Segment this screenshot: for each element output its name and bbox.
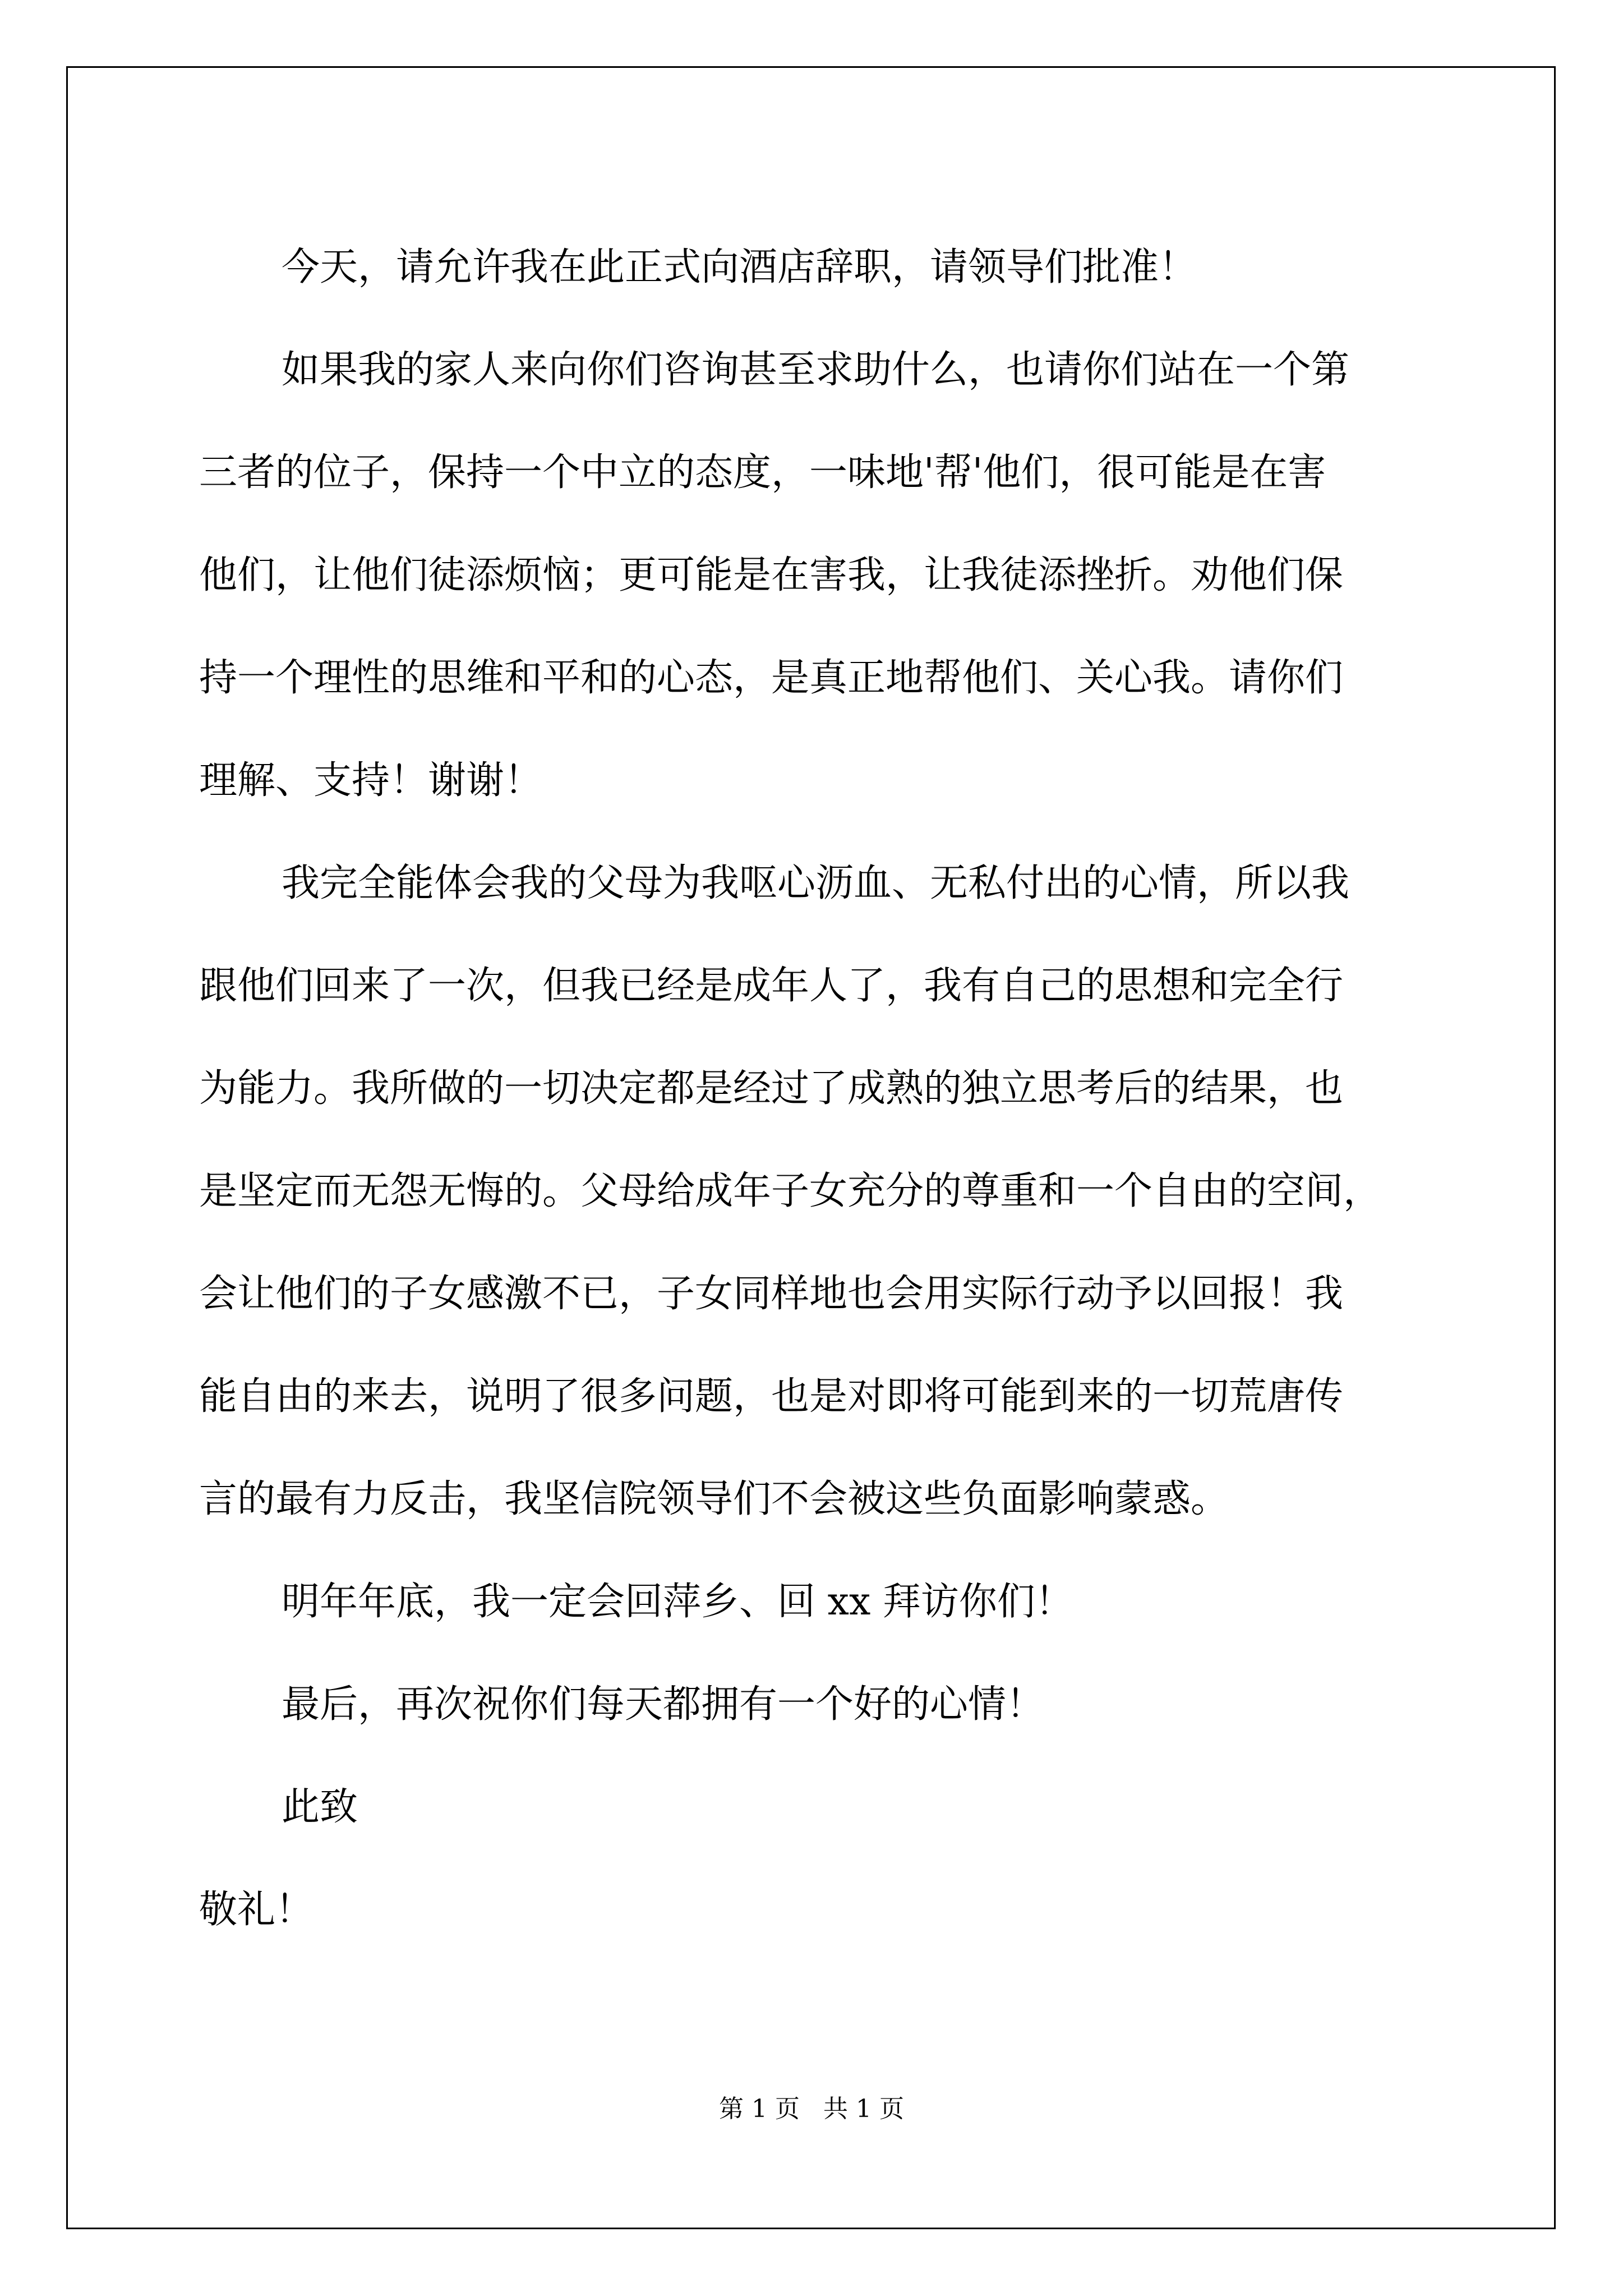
text-line: 我完全能体会我的父母为我呕心沥血、无私付出的心情，所以我	[282, 861, 1350, 905]
text-line: 跟他们回来了一次，但我已经是成年人了，我有自己的思想和完全行	[199, 964, 1344, 1008]
text-line: 如果我的家人来向你们咨询甚至求助什么，也请你们站在一个第	[282, 348, 1350, 392]
text-line: 能自由的来去，说明了很多问题，也是对即将可能到来的一切荒唐传	[199, 1374, 1344, 1419]
text-line: 今天，请允许我在此正式向酒店辞职，请领导们批准！	[282, 245, 1197, 289]
text-line: 会让他们的子女感激不已，子女同样地也会用实际行动予以回报！我	[199, 1272, 1344, 1316]
text-line: 言的最有力反击，我坚信院领导们不会被这些负面影响蒙惑。	[199, 1477, 1229, 1521]
letter-body	[199, 216, 1433, 1961]
closing-regards: 敬礼！	[199, 1888, 314, 1932]
page-number-footer: 第 1 页 共 1 页	[719, 2095, 904, 2123]
text-line: 持一个理性的思维和平和的心态，是真正地帮他们、关心我。请你们	[199, 656, 1344, 700]
text-line: 最后，再次祝你们每天都拥有一个好的心情！	[282, 1682, 1045, 1727]
text-line: 是坚定而无怨无悔的。父母给成年子女充分的尊重和一个自由的空间，	[199, 1169, 1382, 1213]
text-line: 他们，让他们徒添烦恼；更可能是在害我，让我徒添挫折。劝他们保	[199, 553, 1344, 597]
text-line: 理解、支持！谢谢！	[199, 758, 543, 803]
text-line: 三者的位子，保持一个中立的态度，一味地'帮'他们，很可能是在害	[199, 450, 1326, 495]
closing-salutation: 此致	[282, 1785, 358, 1829]
text-line: 明年年底，我一定会回萍乡、回 xx 拜访你们！	[282, 1580, 1073, 1624]
text-line: 为能力。我所做的一切决定都是经过了成熟的独立思考后的结果，也	[199, 1066, 1344, 1111]
